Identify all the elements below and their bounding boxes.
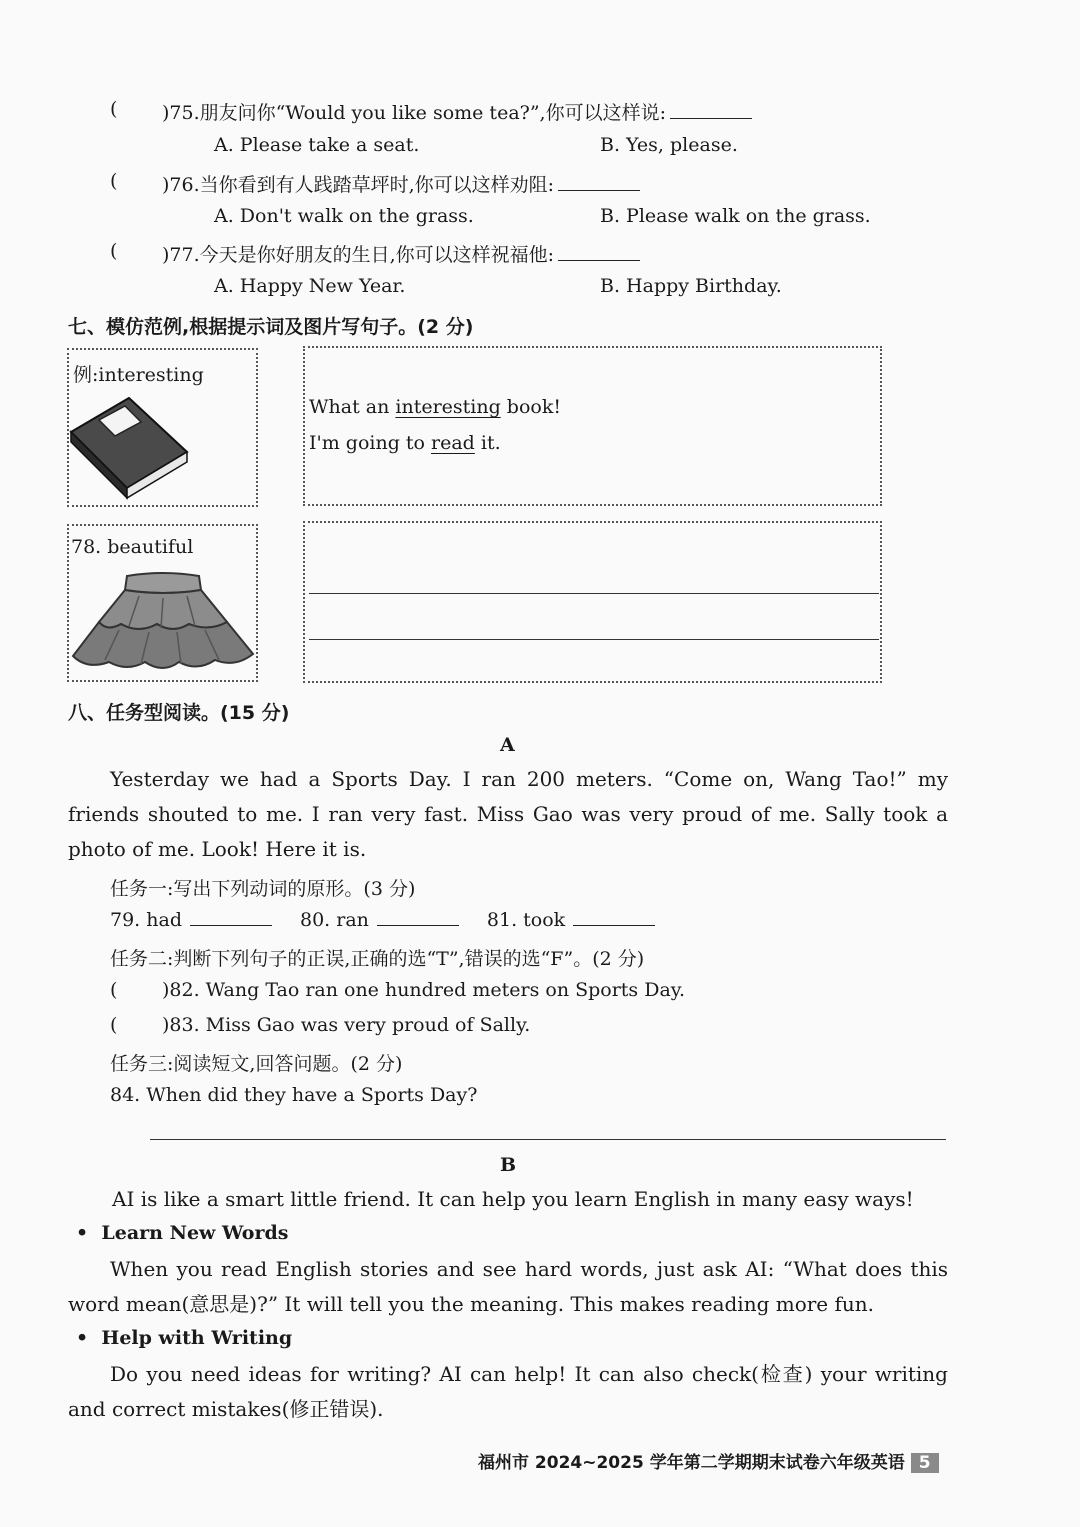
answer-blank[interactable] [190,924,272,926]
example-image-box [67,348,258,507]
q75-paren: ( [110,98,118,120]
q82: )82. Wang Tao ran one hundred meters on Sports Day. [162,979,686,1001]
q75-stem: )75.朋友问你“Would you like some tea?”,你可以这样说: [162,98,752,125]
bullet-learn-new-words: • Learn New Words [76,1222,289,1244]
q83-paren: ( [110,1014,118,1036]
q78-image-box [67,524,258,682]
q79-q81: 79. had 80. ran 81. took [110,909,655,931]
example-sentence-2: I'm going to read it. [309,432,501,454]
answer-blank[interactable] [573,924,655,926]
q84: 84. When did they have a Sports Day? [110,1084,478,1106]
q78-label: 78. beautiful [71,536,194,558]
skirt-icon [69,570,257,676]
q78-answer-box[interactable] [303,521,882,683]
task-3: 任务三:阅读短文,回答问题。(2 分) [110,1053,403,1075]
bullet-help-with-writing: • Help with Writing [76,1327,293,1349]
bullet-icon: • [76,1327,89,1349]
footer [478,1448,939,1473]
task-2: 任务二:判断下列句子的正误,正确的选“T”,错误的选“F”。(2 分) [110,948,645,970]
example-answer-box [303,346,882,506]
q75-option-b: B. Yes, please. [600,134,738,156]
passage-b-heading: B [500,1154,517,1176]
page-number: 5 [911,1453,939,1473]
book-icon [69,390,189,500]
q76-option-a: A. Don't walk on the grass. [214,205,474,227]
footer-title: 福州市 2024~2025 学年第二学期期末试卷六年级英语 [478,1453,905,1473]
q77-option-a: A. Happy New Year. [214,275,406,297]
q84-answer-line[interactable] [150,1139,946,1140]
passage-a: Yesterday we had a Sports Day. I ran 200 meters. “Come on, Wang Tao!” my friends shouted to me. I ran very fast. Miss Gao was very proud of me. Sally took a photo of me. Look! Here it is. [68,767,948,861]
section-8-title: 八、任务型阅读。(15 分) [68,702,290,724]
answer-blank[interactable] [558,259,640,261]
bullet-icon: • [76,1222,89,1244]
q77-option-b: B. Happy Birthday. [600,275,782,297]
answer-blank[interactable] [558,189,640,191]
q75-option-a: A. Please take a seat. [214,134,420,156]
writing-line[interactable] [309,639,879,640]
q77-stem: )77.今天是你好朋友的生日,你可以这样祝福他: [162,240,640,267]
paragraph-learn-new-words: When you read English stories and see hard words, just ask AI: “What does this word mean(意思是)?” It will tell you the meaning. This makes reading more fun. [68,1257,948,1316]
q76-stem: )76.当你看到有人践踏草坪时,你可以这样劝阻: [162,170,640,197]
passage-b-intro: AI is like a smart little friend. It can help you learn English in many easy ways! [112,1187,914,1211]
example-sentence-1: What an interesting book! [309,396,561,418]
q76-option-b: B. Please walk on the grass. [600,205,871,227]
q77-paren: ( [110,240,118,262]
paragraph-help-with-writing: Do you need ideas for writing? AI can help! It can also check(检查) your writing and correct mistakes(修正错误). [68,1362,948,1421]
q82-paren: ( [110,979,118,1001]
writing-line[interactable] [309,593,879,594]
answer-blank[interactable] [670,117,752,119]
section-7-title: 七、模仿范例,根据提示词及图片写句子。(2 分) [68,316,474,338]
example-label: 例:interesting [73,364,204,386]
task-1: 任务一:写出下列动词的原形。(3 分) [110,878,416,900]
passage-a-heading: A [500,734,515,756]
q76-paren: ( [110,170,118,192]
answer-blank[interactable] [377,924,459,926]
q83: )83. Miss Gao was very proud of Sally. [162,1014,531,1036]
